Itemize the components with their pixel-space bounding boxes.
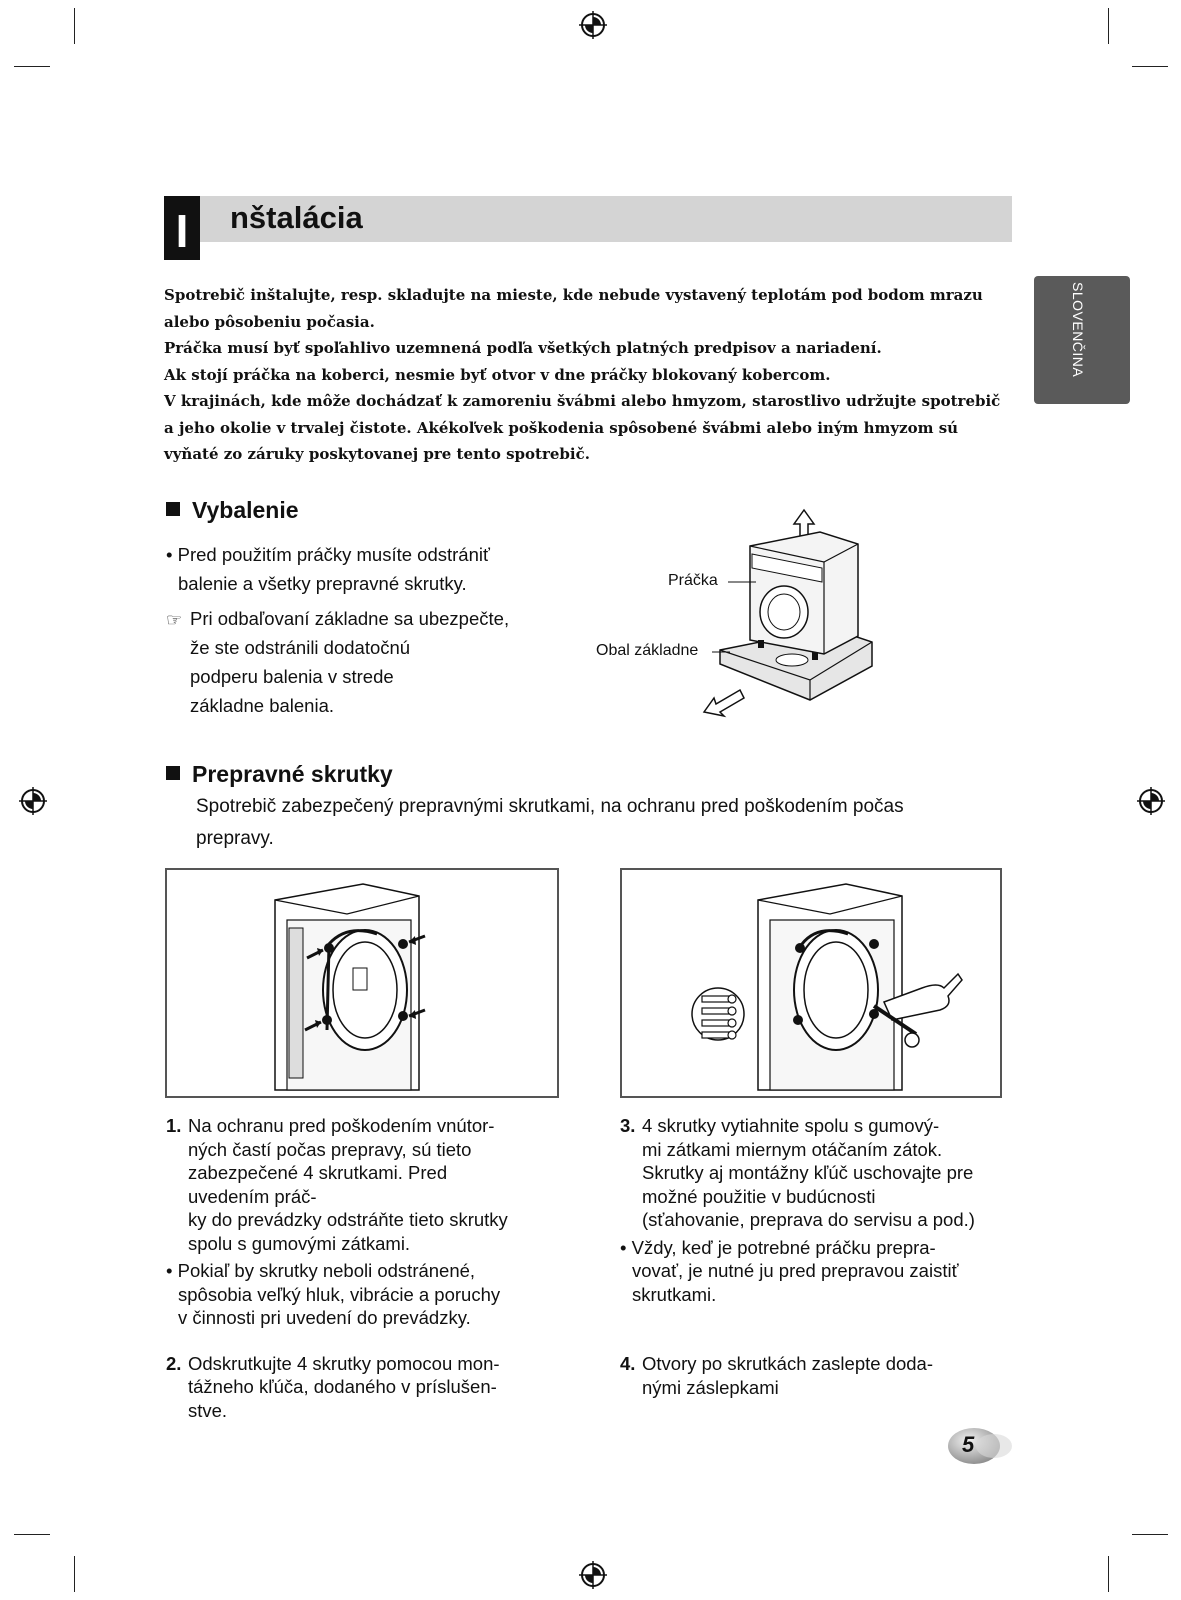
- registration-mark-icon: [578, 10, 608, 40]
- steps-right: [620, 1114, 1040, 1399]
- page-number-badge: [944, 1426, 1014, 1466]
- bullet-text: v činnosti pri uvedení do prevádzky.: [178, 1307, 471, 1328]
- crop-mark: [74, 8, 75, 44]
- step-number: 4.: [620, 1353, 636, 1374]
- square-bullet-icon: [166, 502, 180, 516]
- bullet-text: • Pred použitím práčky musíte odstrániť: [166, 544, 490, 565]
- description-line: prepravy.: [196, 828, 274, 849]
- crop-mark: [1132, 66, 1168, 67]
- note-text: základne balenia.: [190, 695, 334, 716]
- bullet-text: • Pokiaľ by skrutky neboli odstránené,: [166, 1260, 476, 1281]
- section-heading-text: Vybalenie: [192, 497, 299, 523]
- title-initial: I: [164, 196, 200, 260]
- page-number: 5: [962, 1432, 975, 1457]
- pointing-hand-icon: ☞: [166, 610, 183, 630]
- language-tab-label: SLOVENČINA: [1070, 282, 1086, 378]
- step-text: (sťahovanie, preprava do servisu a pod.): [642, 1209, 975, 1230]
- step-text: Otvory po skrutkách zaslepte doda-: [642, 1353, 934, 1374]
- step-text: Na ochranu pred poškodením vnútor-: [188, 1115, 495, 1136]
- crop-mark: [1108, 1556, 1109, 1592]
- language-tab: [1034, 276, 1130, 404]
- registration-mark-icon: [578, 1560, 608, 1590]
- crop-mark: [74, 1556, 75, 1592]
- figure-remove-bolts: [620, 868, 1002, 1098]
- bullet-text: balenie a všetky prepravné skrutky.: [178, 573, 467, 594]
- square-bullet-icon: [166, 766, 180, 780]
- step-text: mi zátkami miernym otáčaním zátok.: [642, 1138, 943, 1160]
- bullet-text: skrutkami.: [632, 1283, 717, 1305]
- step-text: spolu s gumovými zátkami.: [188, 1232, 411, 1254]
- step-text: nými záslepkami: [642, 1376, 779, 1398]
- leader-lines: [700, 560, 760, 660]
- unpacking-bullet: [166, 540, 490, 598]
- step-text: zabezpečené 4 skrutkami. Pred: [188, 1162, 448, 1183]
- crop-mark: [14, 1534, 50, 1535]
- page-title: nštalácia: [230, 200, 363, 235]
- step-text: 4 skrutky vytiahnite spolu s gumový-: [642, 1115, 940, 1136]
- step-text: tážneho kľúča, dodaného v príslušen-: [188, 1376, 497, 1397]
- steps-left: [166, 1114, 566, 1422]
- bullet-text: • Vždy, keď je potrebné práčku prepra-: [620, 1236, 936, 1258]
- intro-paragraph: Práčka musí byť spoľahlivo uzemnená podľa všetkých platných predpisov a nariadení.: [164, 339, 882, 357]
- figure-rear-bolts: [165, 868, 559, 1098]
- label-washer: Práčka: [668, 572, 718, 589]
- step-number: 3.: [620, 1115, 636, 1136]
- washer-remove-bolts-illustration: [622, 870, 1000, 1096]
- note-text: Pri odbaľovaní základne sa ubezpečte,: [190, 608, 510, 629]
- registration-mark-icon: [1136, 786, 1166, 816]
- crop-mark: [1108, 8, 1109, 44]
- crop-mark: [1132, 1534, 1168, 1535]
- section-heading-text: Prepravné skrutky: [192, 761, 393, 787]
- step-text: Skrutky aj montážny kľúč uschovajte pre: [642, 1162, 974, 1183]
- crop-mark: [14, 66, 50, 67]
- description-line: Spotrebič zabezpečený prepravnými skrutkami, na ochranu pred poškodením počas: [196, 796, 904, 817]
- intro-paragraph: Ak stojí práčka na koberci, nesmie byť otvor v dne práčky blokovaný kobercom.: [164, 365, 831, 384]
- step-text: Odskrutkujte 4 skrutky pomocou mon-: [188, 1352, 500, 1374]
- label-base: Obal základne: [596, 642, 699, 659]
- note-text: že ste odstránili dodatočnú: [190, 637, 411, 658]
- section-heading-transport: [166, 760, 393, 788]
- step-text: ky do prevádzky odstráňte tieto skrutky: [188, 1209, 508, 1230]
- unpacking-note: [166, 604, 509, 720]
- step-text: stve.: [188, 1399, 228, 1421]
- intro-text: [164, 282, 1004, 468]
- registration-mark-icon: [18, 786, 48, 816]
- note-text: podperu balenia v strede: [190, 666, 394, 687]
- bullet-text: vovať, je nutné ju pred prepravou zaistiť: [632, 1260, 959, 1281]
- transport-description: [196, 792, 904, 853]
- intro-paragraph: V krajinách, kde môže dochádzať k zamoreniu švábmi alebo hmyzom, starostlivo udržujte spotrebič a jeho okolie v trvalej čistote. Akékoľvek poškodenia spôsobené švábmi alebo iným hmyzom sú vyňaté zo záruky poskytovanej pre tento spotrebič.: [164, 392, 1001, 463]
- washer-rear-bolts-illustration: [167, 870, 557, 1096]
- intro-paragraph: Spotrebič inštalujte, resp. skladujte na mieste, kde nebude vystavený teplotám pod bodom mrazu alebo pôsobeniu počasia.: [164, 286, 983, 331]
- step-text: možné použitie v budúcnosti: [642, 1185, 876, 1207]
- step-number: 1.: [166, 1115, 182, 1136]
- step-text: ných častí počas prepravy, sú tieto: [188, 1138, 472, 1160]
- step-number: 2.: [166, 1352, 182, 1374]
- step-text: uvedením práč-: [188, 1185, 317, 1207]
- bullet-text: spôsobia veľký hluk, vibrácie a poruchy: [178, 1283, 501, 1305]
- section-heading-unpacking: [166, 496, 299, 524]
